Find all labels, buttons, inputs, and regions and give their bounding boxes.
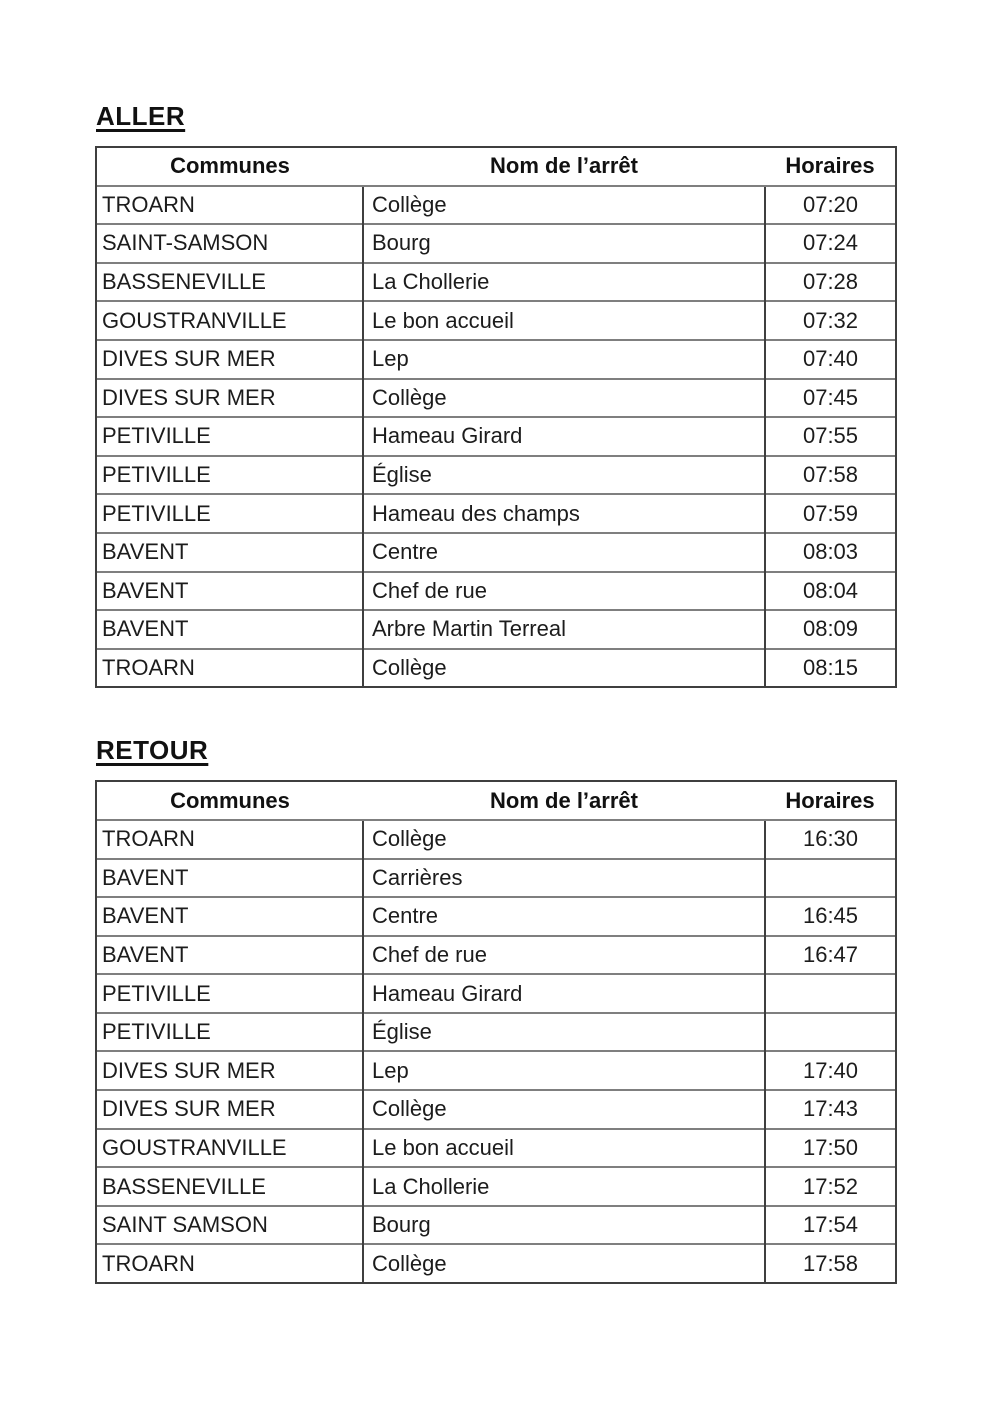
cell-commune: BASSENEVILLE	[97, 1167, 363, 1206]
cell-time: 17:54	[765, 1206, 895, 1245]
cell-stop-name: Collège	[363, 1090, 765, 1129]
col-header-horaires: Horaires	[765, 148, 895, 186]
table-row	[97, 417, 895, 456]
cell-commune: TROARN	[97, 649, 363, 687]
cell-stop-name: Église	[363, 1013, 765, 1052]
cell-commune: PETIVILLE	[97, 974, 363, 1013]
cell-commune: DIVES SUR MER	[97, 1051, 363, 1090]
retour-schedule-table	[97, 782, 895, 1282]
cell-stop-name: Le bon accueil	[363, 1129, 765, 1168]
cell-time: 07:45	[765, 379, 895, 418]
aller-table-border	[95, 146, 897, 688]
cell-stop-name: Arbre Martin Terreal	[363, 610, 765, 649]
col-header-horaires: Horaires	[765, 782, 895, 820]
col-header-communes: Communes	[97, 148, 363, 186]
cell-time: 08:09	[765, 610, 895, 649]
cell-commune: BASSENEVILLE	[97, 263, 363, 302]
table-row	[97, 572, 895, 611]
cell-commune: PETIVILLE	[97, 456, 363, 495]
cell-stop-name: Hameau Girard	[363, 974, 765, 1013]
table-row	[97, 1090, 895, 1129]
cell-time: 07:58	[765, 456, 895, 495]
table-row	[97, 1051, 895, 1090]
table-row	[97, 494, 895, 533]
cell-commune: BAVENT	[97, 859, 363, 898]
cell-stop-name: Collège	[363, 820, 765, 859]
cell-time: 16:47	[765, 936, 895, 975]
cell-commune: BAVENT	[97, 572, 363, 611]
table-row	[97, 224, 895, 263]
cell-time: 07:55	[765, 417, 895, 456]
cell-time: 17:52	[765, 1167, 895, 1206]
cell-stop-name: Église	[363, 456, 765, 495]
section-aller	[95, 101, 897, 688]
table-row	[97, 936, 895, 975]
cell-time: 08:03	[765, 533, 895, 572]
cell-commune: BAVENT	[97, 897, 363, 936]
cell-stop-name: Lep	[363, 1051, 765, 1090]
cell-commune: PETIVILLE	[97, 1013, 363, 1052]
cell-time: 07:40	[765, 340, 895, 379]
cell-time: 07:59	[765, 494, 895, 533]
table-row	[97, 610, 895, 649]
table-row	[97, 897, 895, 936]
retour-heading: RETOUR	[96, 735, 209, 766]
cell-time: 07:28	[765, 263, 895, 302]
cell-commune: DIVES SUR MER	[97, 1090, 363, 1129]
table-row	[97, 1206, 895, 1245]
cell-stop-name: Chef de rue	[363, 572, 765, 611]
col-header-communes: Communes	[97, 782, 363, 820]
header-row	[97, 148, 895, 186]
header-row	[97, 782, 895, 820]
cell-stop-name: Hameau des champs	[363, 494, 765, 533]
cell-time: 08:04	[765, 572, 895, 611]
retour-table-body	[97, 820, 895, 1282]
cell-time: 17:40	[765, 1051, 895, 1090]
col-header-stop-name: Nom de l’arrêt	[363, 148, 765, 186]
table-row	[97, 859, 895, 898]
cell-commune: PETIVILLE	[97, 417, 363, 456]
table-row	[97, 974, 895, 1013]
aller-schedule-table	[97, 148, 895, 686]
section-retour	[95, 735, 897, 1284]
cell-commune: DIVES SUR MER	[97, 340, 363, 379]
retour-table-border	[95, 780, 897, 1284]
cell-commune: BAVENT	[97, 936, 363, 975]
cell-time	[765, 974, 895, 1013]
cell-commune: GOUSTRANVILLE	[97, 1129, 363, 1168]
cell-stop-name: La Chollerie	[363, 1167, 765, 1206]
cell-stop-name: Chef de rue	[363, 936, 765, 975]
cell-time: 08:15	[765, 649, 895, 687]
table-row	[97, 263, 895, 302]
cell-commune: GOUSTRANVILLE	[97, 301, 363, 340]
cell-stop-name: Carrières	[363, 859, 765, 898]
cell-commune: BAVENT	[97, 610, 363, 649]
aller-table-header	[97, 148, 895, 186]
table-row	[97, 1244, 895, 1282]
table-row	[97, 1013, 895, 1052]
cell-stop-name: Bourg	[363, 224, 765, 263]
table-row	[97, 340, 895, 379]
cell-stop-name: Centre	[363, 897, 765, 936]
cell-stop-name: Collège	[363, 1244, 765, 1282]
retour-table-header	[97, 782, 895, 820]
table-row	[97, 1167, 895, 1206]
cell-stop-name: Collège	[363, 379, 765, 418]
cell-time: 16:30	[765, 820, 895, 859]
aller-table-body	[97, 186, 895, 687]
cell-time: 07:32	[765, 301, 895, 340]
cell-time: 16:45	[765, 897, 895, 936]
table-row	[97, 649, 895, 687]
cell-commune: SAINT SAMSON	[97, 1206, 363, 1245]
cell-time: 07:24	[765, 224, 895, 263]
aller-heading: ALLER	[96, 101, 186, 131]
cell-stop-name: Collège	[363, 649, 765, 687]
cell-stop-name: Centre	[363, 533, 765, 572]
table-row	[97, 456, 895, 495]
cell-time: 17:43	[765, 1090, 895, 1129]
cell-time	[765, 1013, 895, 1052]
table-row	[97, 533, 895, 572]
cell-time	[765, 859, 895, 898]
cell-stop-name: Hameau Girard	[363, 417, 765, 456]
cell-time: 17:50	[765, 1129, 895, 1168]
cell-commune: SAINT-SAMSON	[97, 224, 363, 263]
cell-commune: TROARN	[97, 820, 363, 859]
cell-commune: PETIVILLE	[97, 494, 363, 533]
cell-stop-name: Bourg	[363, 1206, 765, 1245]
cell-commune: TROARN	[97, 1244, 363, 1282]
cell-time: 17:58	[765, 1244, 895, 1282]
cell-commune: BAVENT	[97, 533, 363, 572]
table-row	[97, 379, 895, 418]
table-row	[97, 186, 895, 225]
cell-commune: TROARN	[97, 186, 363, 225]
cell-stop-name: Le bon accueil	[363, 301, 765, 340]
table-row	[97, 301, 895, 340]
cell-stop-name: Collège	[363, 186, 765, 225]
cell-stop-name: Lep	[363, 340, 765, 379]
cell-commune: DIVES SUR MER	[97, 379, 363, 418]
cell-stop-name: La Chollerie	[363, 263, 765, 302]
cell-time: 07:20	[765, 186, 895, 225]
table-row	[97, 820, 895, 859]
col-header-stop-name: Nom de l’arrêt	[363, 782, 765, 820]
table-row	[97, 1129, 895, 1168]
